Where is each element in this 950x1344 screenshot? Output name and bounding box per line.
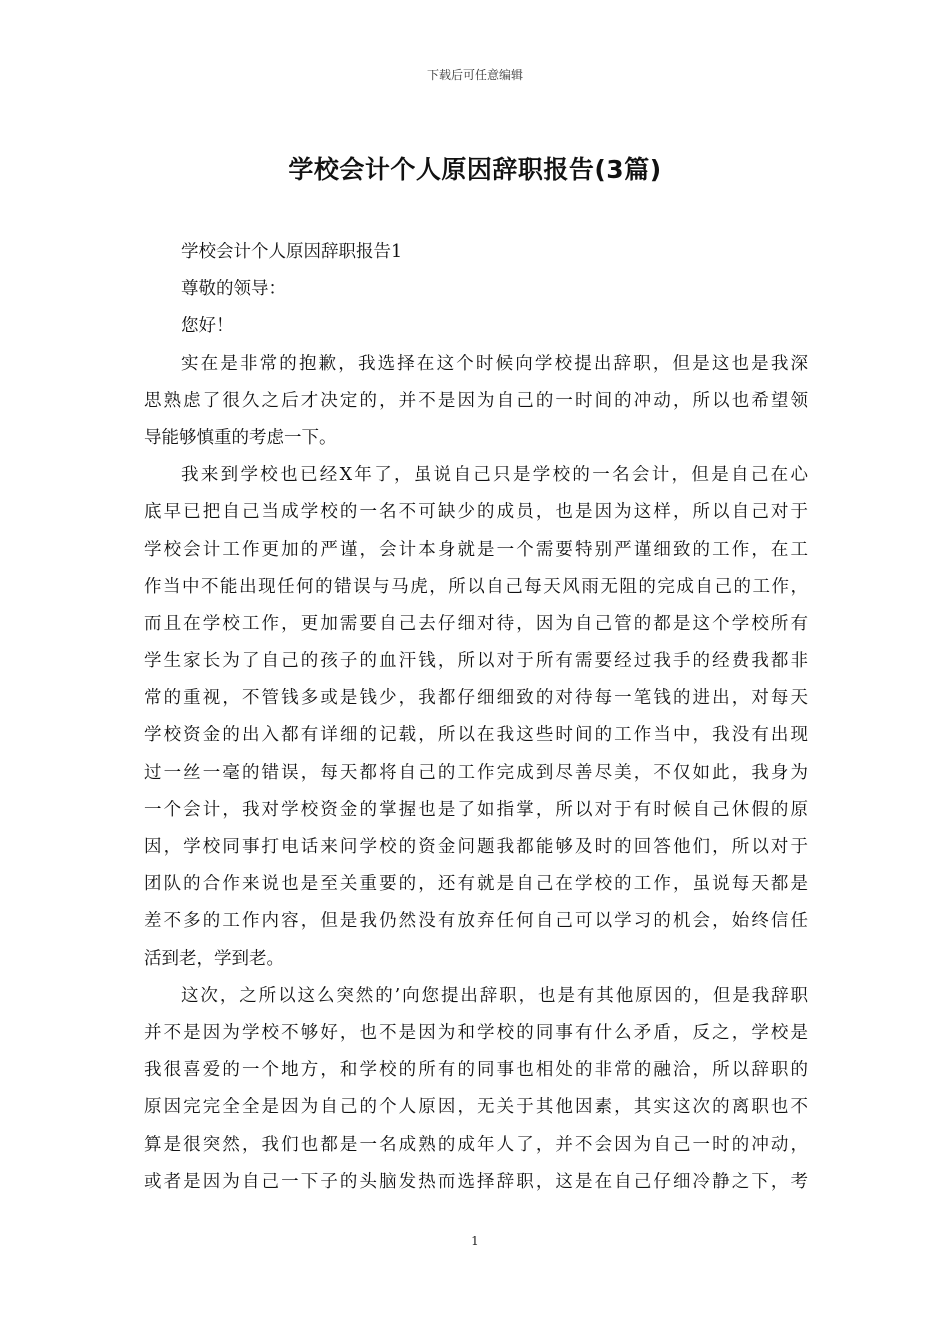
text-line: 学校会计工作更加的严谨，会计本身就是一个需要特别严谨细致的工作，在工	[144, 539, 808, 560]
text-line: 导能够慎重的考虑一下。	[144, 427, 337, 448]
text-line: 或者是因为自己一下子的头脑发热而选择辞职，这是在自己仔细冷静之下，考	[144, 1171, 808, 1192]
text-line: 实在是非常的抱歉，我选择在这个时候向学校提出辞职，但是这也是我深	[181, 353, 808, 374]
text-line: 原因完完全全是因为自己的个人原因，无关于其他因素，其实这次的离职也不	[144, 1097, 808, 1118]
text-line: 思熟虑了很久之后才决定的，并不是因为自己的一时间的冲动，所以也希望领	[144, 390, 808, 411]
text-line: 算是很突然，我们也都是一名成熟的成年人了，并不会因为自己一时的冲动，	[144, 1134, 808, 1155]
text-line: 团队的合作来说也是至关重要的，还有就是自己在学校的工作，虽说每天都是	[144, 874, 808, 895]
text-line: 学生家长为了自己的孩子的血汗钱，所以对于所有需要经过我手的经费我都非	[144, 651, 808, 672]
header-note: 下载后可任意编辑	[426, 68, 523, 82]
document-body	[144, 234, 808, 1201]
paragraph-1	[144, 346, 808, 458]
text-line: 作当中不能出现任何的错误与马虎，所以自己每天风雨无阻的完成自己的工作，	[144, 576, 808, 597]
text-line: 我来到学校也已经X年了，虽说自己只是学校的一名会计，但是自己在心	[181, 465, 808, 486]
paragraph-2	[144, 457, 808, 978]
text-line: 底早已把自己当成学校的一名不可缺少的成员，也是因为这样，所以自己对于	[144, 502, 808, 523]
text-line: 并不是因为学校不够好，也不是因为和学校的同事有什么矛盾，反之，学校是	[144, 1022, 808, 1043]
text-line: 而且在学校工作，更加需要自己去仔细对待，因为自己管的都是这个学校所有	[144, 613, 808, 634]
text-line: 活到老，学到老。	[144, 948, 284, 969]
text-line: 差不多的工作内容，但是我仍然没有放弃任何自己可以学习的机会，始终信任	[144, 911, 808, 932]
text-line: 这次，之所以这么突然的’向您提出辞职，也是有其他原因的，但是我辞职	[181, 985, 808, 1006]
paragraph-3	[144, 978, 808, 1201]
document-title: 学校会计个人原因辞职报告(3篇)	[288, 155, 662, 184]
text-line: 因，学校同事打电话来问学校的资金问题我都能够及时的回答他们，所以对于	[144, 837, 808, 857]
section-heading: 学校会计个人原因辞职报告1	[181, 242, 403, 262]
text-line: 学校资金的出入都有详细的记载，所以在我这些时间的工作当中，我没有出现	[144, 725, 808, 746]
text-line: 一个会计，我对学校资金的掌握也是了如指掌，所以对于有时候自己休假的原	[144, 799, 808, 820]
text-line: 我很喜爱的一个地方，和学校的所有的同事也相处的非常的融洽，所以辞职的	[144, 1060, 808, 1081]
text-line: 常的重视，不管钱多或是钱少，我都仔细细致的对待每一笔钱的进出，对每天	[144, 688, 808, 709]
greeting: 您好！	[181, 316, 234, 337]
salutation: 尊敬的领导：	[181, 279, 286, 300]
page-number: 1	[471, 1234, 479, 1248]
text-line: 过一丝一毫的错误，每天都将自己的工作完成到尽善尽美，不仅如此，我身为	[144, 762, 808, 783]
